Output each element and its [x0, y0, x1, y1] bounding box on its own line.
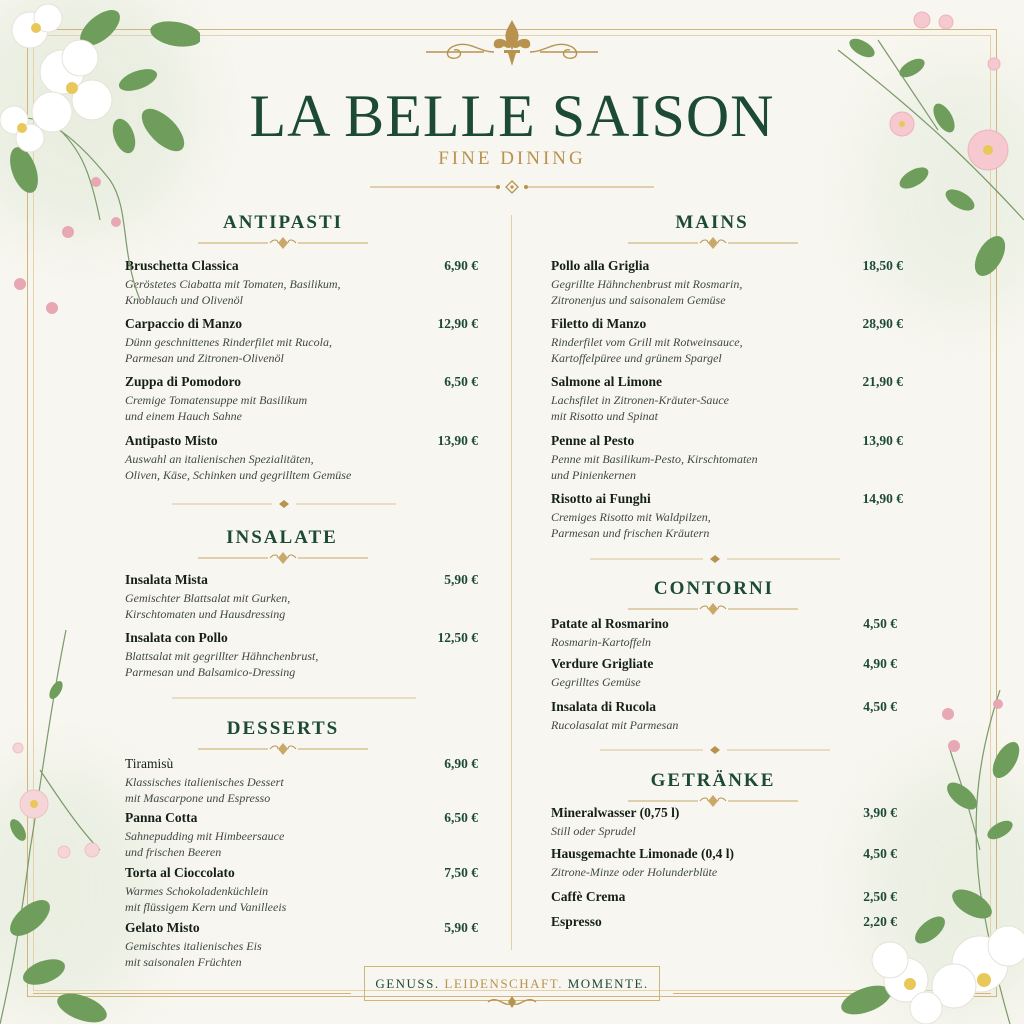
item-name: Patate al Rosmarino: [551, 616, 669, 631]
item-name: Risotto ai Funghi: [551, 491, 651, 506]
floral-corner-top-left: [0, 0, 200, 330]
item-name: Zuppa di Pomodoro: [125, 374, 242, 389]
item-name: Insalata con Pollo: [125, 630, 228, 645]
item-name: Espresso: [551, 914, 602, 929]
item-description: Cremiges Risotto mit Waldpilzen, Parmesan und frischen Kräutern: [551, 510, 711, 540]
section-title-insalate: INSALATE: [226, 527, 338, 548]
section-title-contorni: CONTORNI: [653, 578, 775, 599]
item-description: Penne mit Basilikum-Pesto, Kirschtomaten und Pinienkernen: [551, 452, 758, 482]
menu-item: [551, 656, 653, 690]
item-description: Sahnepudding mit Himbeersauce und frischen Beeren: [125, 829, 285, 859]
item-description: Cremige Tomatensuppe mit Basilikum und einem Hauch Sahne: [125, 393, 308, 423]
item-price: 12,90 €: [437, 316, 478, 331]
item-price: 12,50 €: [437, 630, 478, 645]
menu-item: [551, 433, 758, 483]
tagline-word: GENUSS.: [375, 976, 440, 991]
item-price: 6,50 €: [444, 374, 478, 389]
menu-item: [551, 846, 734, 880]
menu-item: [125, 810, 284, 860]
section-title-getraenke: GETRÄNKE: [650, 770, 776, 791]
item-name: Mineralwasser (0,75 l): [551, 805, 680, 820]
item-name: Insalata Mista: [125, 572, 208, 587]
item-name: Antipasto Misto: [125, 433, 218, 448]
item-description: Klassisches italienisches Dessert mit Mascarpone und Espresso: [125, 775, 284, 805]
item-name: Torta al Cioccolato: [125, 865, 235, 880]
item-price: 5,90 €: [444, 572, 478, 587]
menu-item: [551, 316, 743, 366]
menu-item: [125, 433, 351, 483]
item-description: Rosmarin-Kartoffeln: [551, 635, 652, 649]
section-separator: [590, 553, 840, 565]
item-description: Geröstetes Ciabatta mit Tomaten, Basilikum, Knoblauch und Olivenöl: [125, 277, 341, 307]
section-ornament: [628, 602, 798, 616]
item-description: Gegrillte Hähnchenbrust mit Rosmarin, Zitronenjus und saisonalem Gemüse: [551, 277, 743, 307]
menu-item: [551, 258, 742, 308]
menu-item: [551, 699, 678, 733]
menu-item: [125, 630, 318, 680]
item-description: Rinderfilet vom Grill mit Rotweinsauce, Kartoffelpüree und grünem Spargel: [551, 335, 743, 365]
item-description: Gegrilltes Gemüse: [551, 675, 641, 689]
item-name: Panna Cotta: [125, 810, 198, 825]
restaurant-title: LA BELLE SAISON: [249, 83, 775, 149]
item-price: 14,90 €: [862, 491, 903, 506]
item-price: 4,50 €: [863, 616, 897, 631]
section-title-desserts: DESSERTS: [226, 718, 340, 739]
item-price: 6,90 €: [444, 756, 478, 771]
item-description: Gemischtes italienisches Eis mit saisonalen Früchten: [125, 939, 262, 969]
section-ornament: [198, 742, 368, 756]
item-description: Still oder Sprudel: [551, 824, 636, 838]
section-title-antipasti: ANTIPASTI: [222, 212, 344, 233]
section-title-mains: MAINS: [675, 212, 749, 233]
section-ornament: [628, 236, 798, 250]
item-description: Dünn geschnittenes Rinderfilet mit Rucola, Parmesan und Zitronen-Olivenöl: [125, 335, 332, 365]
section-ornament: [198, 236, 368, 250]
menu-item: [125, 374, 307, 424]
menu-item: [551, 914, 602, 930]
item-name: Caffè Crema: [551, 889, 626, 904]
section-separator: [172, 498, 396, 510]
item-price: 6,50 €: [444, 810, 478, 825]
menu-item: [551, 374, 729, 424]
item-price: 4,50 €: [863, 699, 897, 714]
menu-item: [125, 756, 284, 806]
column-divider: [511, 215, 512, 950]
floral-corner-bottom-left: [0, 630, 120, 1024]
item-price: 4,50 €: [863, 846, 897, 861]
footer-ornament: [484, 992, 540, 1014]
item-description: Auswahl an italienischen Spezialitäten, Oliven, Käse, Schinken und gegrilltem Gemüse: [125, 452, 352, 482]
fleur-de-lis-ornament: [424, 16, 600, 72]
item-name: Carpaccio di Manzo: [125, 316, 242, 331]
item-name: Hausgemachte Limonade (0,4 l): [551, 846, 734, 861]
tagline-word: LEIDENSCHAFT.: [444, 976, 563, 991]
item-name: Tiramisù: [125, 756, 174, 771]
item-name: Filetto di Manzo: [551, 316, 647, 331]
menu-item: [125, 572, 290, 622]
item-name: Gelato Misto: [125, 920, 200, 935]
item-description: Rucolasalat mit Parmesan: [551, 718, 679, 732]
item-name: Insalata di Rucola: [551, 699, 657, 714]
floral-corner-top-right: [818, 0, 1024, 300]
menu-item: [551, 805, 679, 839]
item-price: 18,50 €: [862, 258, 903, 273]
item-name: Salmone al Limone: [551, 374, 663, 389]
item-price: 28,90 €: [862, 316, 903, 331]
menu-item: [551, 889, 625, 905]
item-price: 13,90 €: [862, 433, 903, 448]
item-name: Bruschetta Classica: [125, 258, 239, 273]
item-description: Gemischter Blattsalat mit Gurken, Kirschtomaten und Hausdressing: [125, 591, 291, 621]
item-price: 6,90 €: [444, 258, 478, 273]
section-separator: [172, 692, 416, 704]
item-price: 3,90 €: [863, 805, 897, 820]
menu-item: [551, 616, 669, 650]
floral-corner-bottom-right: [830, 690, 1024, 1024]
restaurant-subtitle: FINE DINING: [438, 148, 586, 169]
item-description: Lachsfilet in Zitronen-Kräuter-Sauce mit Risotto und Spinat: [551, 393, 729, 423]
menu-item: [125, 920, 262, 970]
item-price: 21,90 €: [862, 374, 903, 389]
item-price: 2,20 €: [863, 914, 897, 929]
section-ornament: [198, 551, 368, 565]
item-description: Zitrone-Minze oder Holunderblüte: [551, 865, 718, 879]
item-price: 5,90 €: [444, 920, 478, 935]
item-description: Warmes Schokoladenküchlein mit flüssigem Kern und Vanilleeis: [125, 884, 287, 914]
item-name: Pollo alla Griglia: [551, 258, 650, 273]
item-name: Penne al Pesto: [551, 433, 635, 448]
item-name: Verdure Grigliate: [551, 656, 654, 671]
item-description: Blattsalat mit gegrillter Hähnchenbrust, Parmesan und Balsamico-Dressing: [125, 649, 319, 679]
item-price: 13,90 €: [437, 433, 478, 448]
tagline-word: MOMENTE.: [567, 976, 649, 991]
item-price: 4,90 €: [863, 656, 897, 671]
menu-item: [125, 865, 286, 915]
item-price: 7,50 €: [444, 865, 478, 880]
menu-item: [551, 491, 711, 541]
item-price: 2,50 €: [863, 889, 897, 904]
section-separator: [600, 744, 830, 756]
divider-ornament: [370, 179, 654, 195]
